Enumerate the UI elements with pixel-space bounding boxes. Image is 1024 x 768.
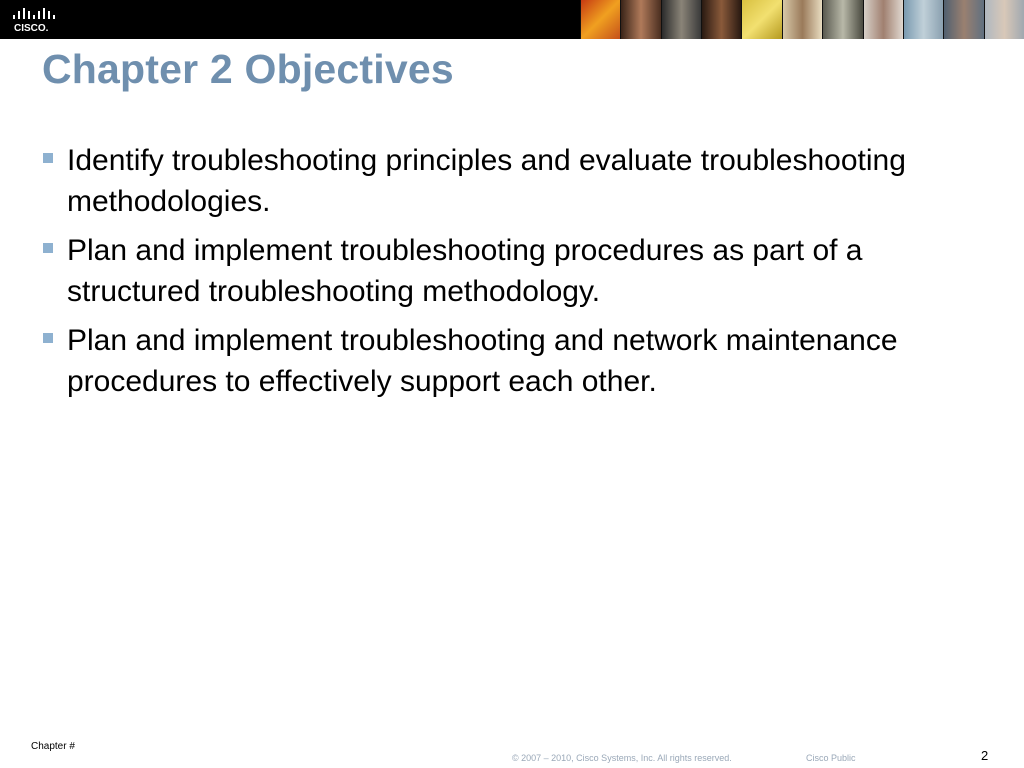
bullet-text: Identify troubleshooting principles and evaluate troubleshooting methodologies. <box>67 144 906 218</box>
list-item <box>42 320 992 402</box>
objectives-list <box>42 140 992 410</box>
photo-woman-scarf <box>782 0 822 39</box>
square-bullet-icon <box>43 333 53 343</box>
photo-man-portrait <box>701 0 741 39</box>
photo-man-laptop <box>822 0 862 39</box>
square-bullet-icon <box>43 153 53 163</box>
photo-strip <box>580 0 1024 39</box>
bullet-text: Plan and implement troubleshooting and network maintenance procedures to effectively support each other. <box>67 324 898 398</box>
photo-man-outdoor <box>943 0 983 39</box>
photo-woman-smiling <box>620 0 660 39</box>
photo-people-outdoor <box>903 0 943 39</box>
page-number: 2 <box>981 748 989 763</box>
footer-classification: Cisco Public <box>806 753 856 763</box>
photo-man-thinking <box>661 0 701 39</box>
photo-yellow-abstract <box>741 0 781 39</box>
logo-text: CISCO. <box>14 23 49 34</box>
photo-woman-portrait <box>863 0 903 39</box>
square-bullet-icon <box>43 243 53 253</box>
photo-man-cap <box>984 0 1024 39</box>
list-item <box>42 230 992 312</box>
slide-title: Chapter 2 Objectives <box>42 46 454 92</box>
list-item <box>42 140 992 222</box>
bullet-text: Plan and implement troubleshooting procedures as part of a structured troubleshooting methodology. <box>67 234 863 308</box>
footer-copyright: © 2007 – 2010, Cisco Systems, Inc. All rights reserved. <box>512 753 732 763</box>
cisco-logo <box>10 6 62 34</box>
photo-abstract-orange <box>580 0 620 39</box>
footer-chapter-label: Chapter # <box>31 741 75 752</box>
header-band <box>0 0 1024 39</box>
